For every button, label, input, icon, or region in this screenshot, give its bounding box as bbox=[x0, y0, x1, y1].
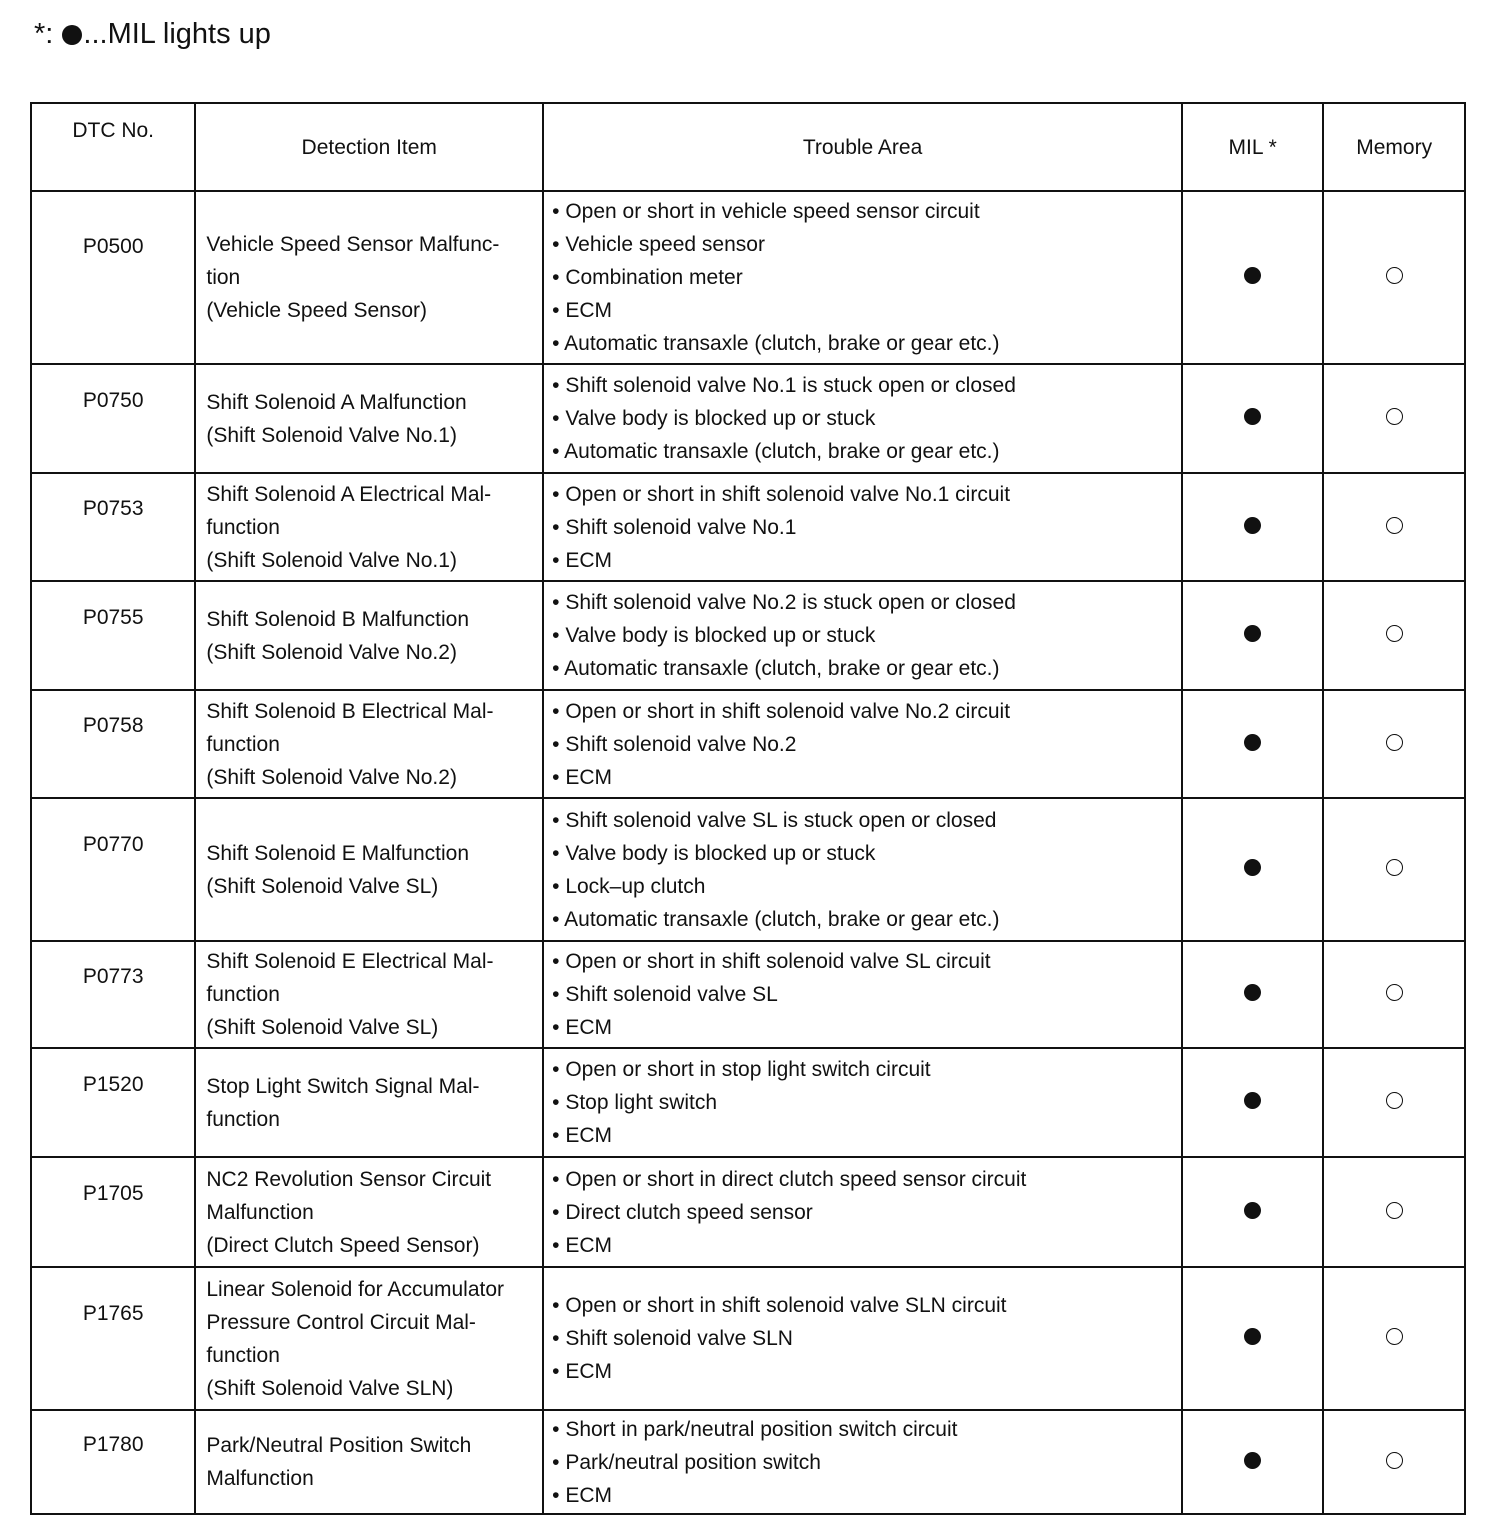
trouble-area bbox=[543, 798, 1182, 941]
hollow-circle-icon bbox=[1386, 1092, 1403, 1109]
detection-item-line: Stop Light Switch Signal Mal- bbox=[206, 1074, 480, 1098]
dtc-code: P1765 bbox=[31, 1267, 195, 1410]
trouble-area-item: • Shift solenoid valve No.2 bbox=[552, 728, 1171, 761]
dtc-code: P0773 bbox=[31, 941, 195, 1048]
detection-item-line: Shift Solenoid A Electrical Mal- bbox=[206, 482, 492, 506]
dtc-code: P1705 bbox=[31, 1157, 195, 1267]
trouble-area-item: • ECM bbox=[552, 1119, 1171, 1152]
detection-item bbox=[195, 473, 543, 581]
detection-item-line: (Shift Solenoid Valve No.2) bbox=[206, 640, 457, 664]
trouble-area-item: • Shift solenoid valve No.1 is stuck open or closed bbox=[552, 369, 1171, 402]
detection-item-line: function bbox=[206, 1343, 280, 1367]
trouble-area-item: • Valve body is blocked up or stuck bbox=[552, 402, 1171, 435]
table-row bbox=[31, 581, 1465, 690]
dtc-table bbox=[30, 102, 1466, 1515]
dtc-code: P0758 bbox=[31, 690, 195, 798]
trouble-area-item: • ECM bbox=[552, 544, 1171, 577]
mil-cell bbox=[1182, 581, 1323, 690]
detection-item-line: Shift Solenoid E Electrical Mal- bbox=[206, 950, 494, 973]
detection-item-line: Shift Solenoid B Malfunction bbox=[206, 607, 470, 631]
table-row bbox=[31, 1267, 1465, 1410]
filled-dot-icon bbox=[1244, 267, 1261, 284]
detection-item-line: Vehicle Speed Sensor Malfunc- bbox=[206, 233, 500, 256]
detection-item-line: Linear Solenoid for Accumulator bbox=[206, 1277, 505, 1301]
memory-cell bbox=[1323, 1410, 1465, 1514]
legend-note bbox=[34, 18, 271, 51]
trouble-area-item: • Shift solenoid valve SL is stuck open or closed bbox=[552, 804, 1171, 837]
trouble-area-item: • Shift solenoid valve No.2 is stuck open or closed bbox=[552, 586, 1171, 619]
mil-cell bbox=[1182, 1410, 1323, 1514]
dtc-code: P0755 bbox=[31, 581, 195, 690]
trouble-area-item: • Valve body is blocked up or stuck bbox=[552, 837, 1171, 870]
detection-item-line: Pressure Control Circuit Mal- bbox=[206, 1310, 476, 1334]
trouble-area-item: • Open or short in vehicle speed sensor circuit bbox=[552, 195, 1171, 228]
dtc-code: P1520 bbox=[31, 1048, 195, 1157]
filled-dot-icon bbox=[1244, 1092, 1261, 1109]
filled-dot-icon bbox=[1244, 517, 1261, 534]
detection-item-line: (Shift Solenoid Valve SLN) bbox=[206, 1376, 454, 1400]
table-row bbox=[31, 1157, 1465, 1267]
header-trouble-area: Trouble Area bbox=[543, 103, 1182, 191]
detection-item-line: function bbox=[206, 1107, 280, 1131]
detection-item bbox=[195, 364, 543, 473]
mil-cell bbox=[1182, 364, 1323, 473]
hollow-circle-icon bbox=[1386, 1328, 1403, 1345]
mil-cell bbox=[1182, 473, 1323, 581]
trouble-area-item: • Direct clutch speed sensor bbox=[552, 1196, 1171, 1229]
trouble-area-item: • Lock–up clutch bbox=[552, 870, 1171, 903]
memory-cell bbox=[1323, 581, 1465, 690]
dtc-code: P0770 bbox=[31, 798, 195, 941]
detection-item bbox=[195, 690, 543, 798]
hollow-circle-icon bbox=[1386, 625, 1403, 642]
note-text: ...MIL lights up bbox=[83, 18, 271, 50]
detection-item bbox=[195, 1410, 543, 1514]
hollow-circle-icon bbox=[1386, 734, 1403, 751]
filled-dot-icon bbox=[1244, 408, 1261, 425]
table-row bbox=[31, 1410, 1465, 1514]
trouble-area-item: • Automatic transaxle (clutch, brake or gear etc.) bbox=[552, 435, 1171, 468]
trouble-area-item: • ECM bbox=[552, 294, 1171, 327]
detection-item-line: tion bbox=[206, 266, 241, 289]
dtc-code: P1780 bbox=[31, 1410, 195, 1514]
trouble-area-item: • Shift solenoid valve SLN bbox=[552, 1322, 1171, 1355]
trouble-area bbox=[543, 1410, 1182, 1514]
table-row bbox=[31, 1048, 1465, 1157]
trouble-area-item: • Open or short in shift solenoid valve No.2 circuit bbox=[552, 695, 1171, 728]
detection-item-line: function bbox=[206, 515, 280, 539]
trouble-area-item: • ECM bbox=[552, 1229, 1171, 1262]
detection-item-line: (Shift Solenoid Valve SL) bbox=[206, 1016, 439, 1039]
header-memory: Memory bbox=[1323, 103, 1465, 191]
detection-item-line: NC2 Revolution Sensor Circuit bbox=[206, 1167, 492, 1191]
hollow-circle-icon bbox=[1386, 1202, 1403, 1219]
detection-item bbox=[195, 581, 543, 690]
detection-item-line: Shift Solenoid E Malfunction bbox=[206, 841, 470, 865]
memory-cell bbox=[1323, 364, 1465, 473]
filled-dot-icon bbox=[1244, 1452, 1261, 1469]
detection-item-line: (Vehicle Speed Sensor) bbox=[206, 299, 427, 322]
trouble-area-item: • Open or short in direct clutch speed sensor circuit bbox=[552, 1163, 1171, 1196]
mil-cell bbox=[1182, 1048, 1323, 1157]
filled-dot-icon bbox=[1244, 734, 1261, 751]
detection-item bbox=[195, 1267, 543, 1410]
hollow-circle-icon bbox=[1386, 1452, 1403, 1469]
mil-cell bbox=[1182, 1267, 1323, 1410]
trouble-area-item: • Vehicle speed sensor bbox=[552, 228, 1171, 261]
detection-item bbox=[195, 191, 543, 364]
detection-item-line: function bbox=[206, 732, 280, 756]
trouble-area-item: • ECM bbox=[552, 1479, 1171, 1512]
memory-cell bbox=[1323, 1157, 1465, 1267]
trouble-area-item: • Short in park/neutral position switch circuit bbox=[552, 1413, 1171, 1446]
trouble-area-item: • Combination meter bbox=[552, 261, 1171, 294]
filled-dot-icon bbox=[1244, 984, 1261, 1001]
trouble-area-item: • Shift solenoid valve No.1 bbox=[552, 511, 1171, 544]
mil-cell bbox=[1182, 191, 1323, 364]
memory-cell bbox=[1323, 191, 1465, 364]
trouble-area-item: • Automatic transaxle (clutch, brake or gear etc.) bbox=[552, 903, 1171, 936]
trouble-area bbox=[543, 1157, 1182, 1267]
detection-item bbox=[195, 1157, 543, 1267]
mil-cell bbox=[1182, 798, 1323, 941]
detection-item-line: (Shift Solenoid Valve No.1) bbox=[206, 548, 457, 572]
trouble-area bbox=[543, 473, 1182, 581]
detection-item-line: function bbox=[206, 983, 280, 1006]
hollow-circle-icon bbox=[1386, 517, 1403, 534]
hollow-circle-icon bbox=[1386, 984, 1403, 1001]
note-prefix: *: bbox=[34, 18, 54, 50]
detection-item-line: Shift Solenoid A Malfunction bbox=[206, 390, 467, 414]
filled-dot-icon bbox=[1244, 859, 1261, 876]
detection-item bbox=[195, 798, 543, 941]
filled-dot-icon bbox=[1244, 1202, 1261, 1219]
trouble-area bbox=[543, 191, 1182, 364]
memory-cell bbox=[1323, 1048, 1465, 1157]
trouble-area-item: • Open or short in shift solenoid valve SLN circuit bbox=[552, 1289, 1171, 1322]
header-dtc-no: DTC No. bbox=[31, 103, 195, 191]
table-row bbox=[31, 941, 1465, 1048]
trouble-area-item: • Automatic transaxle (clutch, brake or gear etc.) bbox=[552, 327, 1171, 360]
hollow-circle-icon bbox=[1386, 859, 1403, 876]
trouble-area bbox=[543, 364, 1182, 473]
mil-cell bbox=[1182, 1157, 1323, 1267]
trouble-area-item: • Shift solenoid valve SL bbox=[552, 978, 1171, 1011]
trouble-area-item: • ECM bbox=[552, 1011, 1171, 1044]
detection-item-line: (Shift Solenoid Valve SL) bbox=[206, 874, 439, 898]
memory-cell bbox=[1323, 690, 1465, 798]
detection-item bbox=[195, 941, 543, 1048]
detection-item-line: (Direct Clutch Speed Sensor) bbox=[206, 1233, 480, 1257]
memory-cell bbox=[1323, 941, 1465, 1048]
hollow-circle-icon bbox=[1386, 267, 1403, 284]
detection-item-line: Malfunction bbox=[206, 1200, 314, 1224]
hollow-circle-icon bbox=[1386, 408, 1403, 425]
detection-item-line: Malfunction bbox=[206, 1467, 314, 1490]
detection-item-line: (Shift Solenoid Valve No.1) bbox=[206, 423, 457, 447]
trouble-area bbox=[543, 1267, 1182, 1410]
memory-cell bbox=[1323, 473, 1465, 581]
detection-item-line: Shift Solenoid B Electrical Mal- bbox=[206, 699, 494, 723]
dtc-code: P0750 bbox=[31, 364, 195, 473]
mil-cell bbox=[1182, 941, 1323, 1048]
trouble-area bbox=[543, 690, 1182, 798]
trouble-area-item: • Park/neutral position switch bbox=[552, 1446, 1171, 1479]
detection-item bbox=[195, 1048, 543, 1157]
header-mil: MIL * bbox=[1182, 103, 1323, 191]
filled-dot-icon bbox=[62, 25, 82, 45]
detection-item-line: Park/Neutral Position Switch bbox=[206, 1434, 472, 1457]
detection-item-line: (Shift Solenoid Valve No.2) bbox=[206, 765, 457, 789]
dtc-code: P0500 bbox=[31, 191, 195, 364]
filled-dot-icon bbox=[1244, 1328, 1261, 1345]
trouble-area bbox=[543, 581, 1182, 690]
trouble-area-item: • Open or short in shift solenoid valve SL circuit bbox=[552, 945, 1171, 978]
memory-cell bbox=[1323, 1267, 1465, 1410]
trouble-area-item: • Open or short in stop light switch circuit bbox=[552, 1053, 1171, 1086]
trouble-area bbox=[543, 1048, 1182, 1157]
trouble-area-item: • ECM bbox=[552, 761, 1171, 794]
dtc-code: P0753 bbox=[31, 473, 195, 581]
trouble-area-item: • Automatic transaxle (clutch, brake or gear etc.) bbox=[552, 652, 1171, 685]
trouble-area-item: • Stop light switch bbox=[552, 1086, 1171, 1119]
table-row bbox=[31, 798, 1465, 941]
header-detection-item: Detection Item bbox=[195, 103, 543, 191]
trouble-area bbox=[543, 941, 1182, 1048]
trouble-area-item: • Valve body is blocked up or stuck bbox=[552, 619, 1171, 652]
table-row bbox=[31, 364, 1465, 473]
table-header-row bbox=[31, 103, 1465, 191]
table-row bbox=[31, 690, 1465, 798]
memory-cell bbox=[1323, 798, 1465, 941]
filled-dot-icon bbox=[1244, 625, 1261, 642]
trouble-area-item: • ECM bbox=[552, 1355, 1171, 1388]
table-row bbox=[31, 191, 1465, 364]
table-row bbox=[31, 473, 1465, 581]
trouble-area-item: • Open or short in shift solenoid valve No.1 circuit bbox=[552, 478, 1171, 511]
mil-cell bbox=[1182, 690, 1323, 798]
